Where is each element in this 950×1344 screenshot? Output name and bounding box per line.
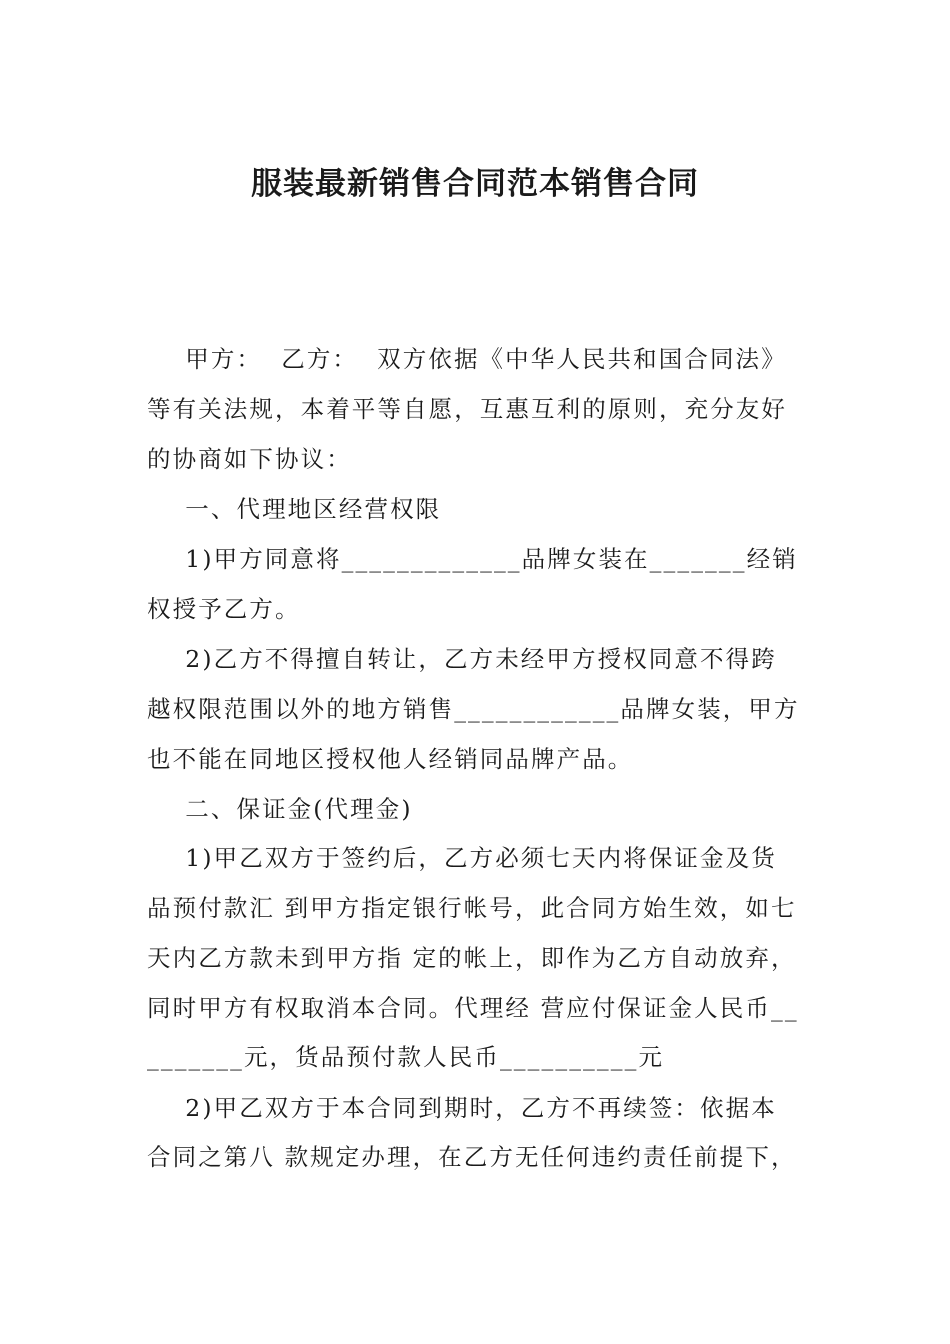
section-heading: 二、保证金(代理金) — [147, 795, 413, 823]
body-line: 品预付款汇 到甲方指定银行帐号，此合同方始生效，如七 — [147, 894, 797, 922]
body-line: 也不能在同地区授权他人经销同品牌产品。 — [147, 745, 634, 773]
body-line: 的协商如下协议： — [147, 445, 352, 473]
body-line: 等有关法规，本着平等自愿，互惠互利的原则，充分友好 — [147, 395, 787, 423]
body-line: 2)乙方不得擅自转让，乙方未经甲方授权同意不得跨 — [147, 645, 777, 673]
body-line: _______元，货品预付款人民币__________元 — [147, 1043, 665, 1071]
body-line: 1)甲乙双方于签约后，乙方必须七天内将保证金及货 — [147, 844, 777, 872]
body-line: 同时甲方有权取消本合同。代理经 营应付保证金人民币__ — [147, 994, 799, 1022]
body-line: 2)甲乙双方于本合同到期时，乙方不再续签：依据本 — [147, 1094, 777, 1122]
body-line: 权授予乙方。 — [147, 595, 301, 623]
body-line: 合同之第八 款规定办理，在乙方无任何违约责任前提下， — [147, 1143, 797, 1171]
body-line: 天内乙方款未到甲方指 定的帐上，即作为乙方自动放弃， — [147, 944, 797, 972]
body-line: 1)甲方同意将_____________品牌女装在_______经销 — [147, 545, 798, 573]
section-heading: 一、代理地区经营权限 — [147, 495, 442, 523]
document-title: 服装最新销售合同范本销售合同 — [251, 166, 699, 202]
body-line: 越权限范围以外的地方销售____________品牌女装，甲方 — [147, 695, 800, 723]
body-line: 甲方： 乙方： 双方依据《中华人民共和国合同法》 — [147, 345, 787, 373]
